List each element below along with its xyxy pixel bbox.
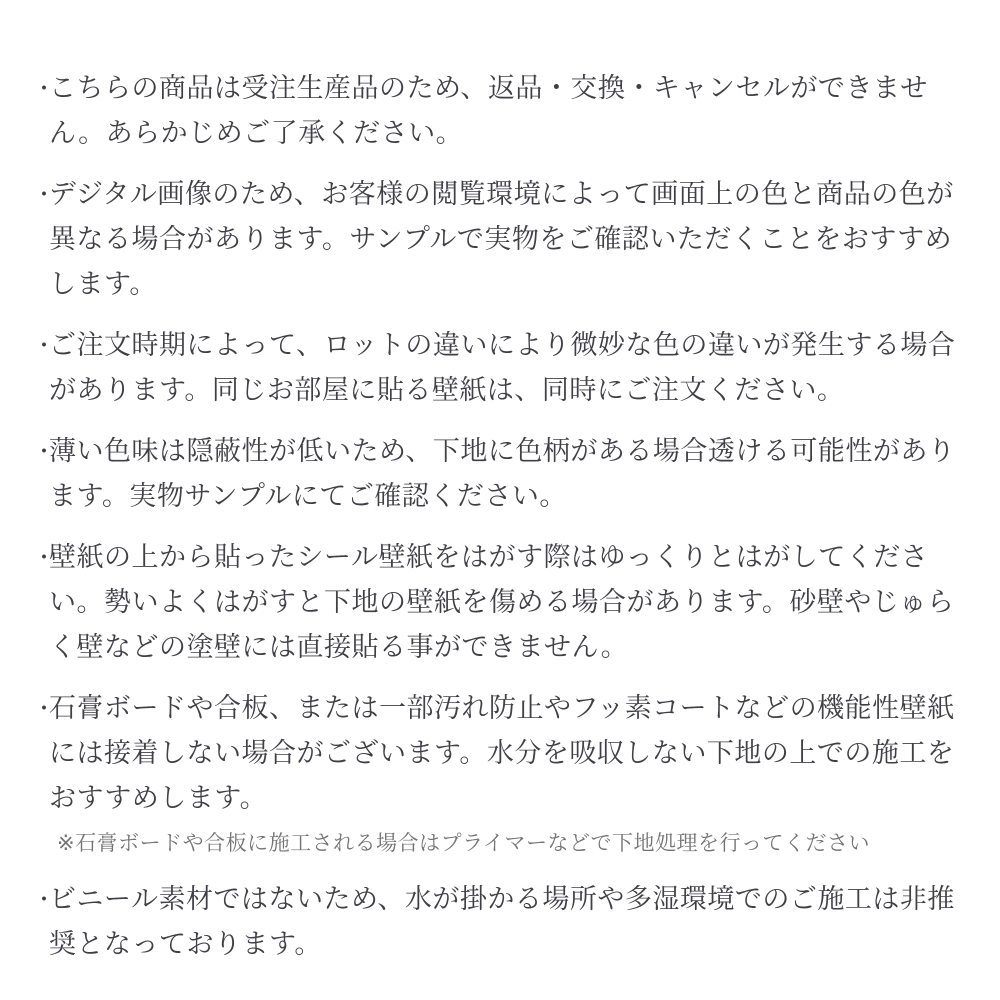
note-body xyxy=(49,877,966,967)
note-body xyxy=(49,172,966,307)
note-body xyxy=(49,429,966,519)
bullet-icon: ・ xyxy=(33,333,56,358)
note-body xyxy=(49,66,966,156)
note-item xyxy=(33,877,966,967)
note-text: 薄い色味は隠蔽性が低いため、下地に色柄がある場合透ける可能性があります。実物サンプルにてご確認ください。 xyxy=(49,436,956,511)
note-text: 石膏ボードや合板、または一部汚れ防止やフッ素コートなどの機能性壁紙には接着しない場合がございます。水分を吸収しない下地の上での施工をおすすめします。 xyxy=(49,693,955,813)
note-item xyxy=(33,535,966,670)
note-item xyxy=(33,686,966,861)
note-subnote: ※石膏ボードや合板に施工される場合はプライマーなどで下地処理を行ってください xyxy=(57,832,870,855)
note-text: 壁紙の上から貼ったシール壁紙をはがす際はゆっくりとはがしてください。勢いよくはがすと下地の壁紙を傷める場合があります。砂壁やじゅらく壁などの塗壁には直接貼る事ができません。 xyxy=(49,542,955,662)
note-text: デジタル画像のため、お客様の閲覧環境によって画面上の色と商品の色が異なる場合があります。サンプルで実物をご確認いただくことをおすすめします。 xyxy=(49,179,954,299)
bullet-icon: ・ xyxy=(33,545,56,570)
bullet-icon: ・ xyxy=(33,887,56,912)
note-body xyxy=(49,535,966,670)
bullet-icon: ・ xyxy=(33,76,56,101)
note-text: こちらの商品は受注生産品のため、返品・交換・キャンセルができません。あらかじめご了承ください。 xyxy=(49,73,928,148)
note-text: ビニール素材ではないため、水が掛かる場所や多湿環境でのご施工は非推奨となっております。 xyxy=(49,884,955,959)
note-item xyxy=(33,429,966,519)
bullet-icon: ・ xyxy=(33,439,56,464)
note-body xyxy=(49,686,966,861)
note-body xyxy=(49,323,966,413)
note-item xyxy=(33,323,966,413)
note-text: ご注文時期によって、ロットの違いにより微妙な色の違いが発生する場合があります。同じお部屋に貼る壁紙は、同時にご注文ください。 xyxy=(49,330,956,405)
note-item xyxy=(33,172,966,307)
bullet-icon: ・ xyxy=(33,696,56,721)
bullet-icon: ・ xyxy=(33,182,56,207)
note-item xyxy=(33,66,966,156)
